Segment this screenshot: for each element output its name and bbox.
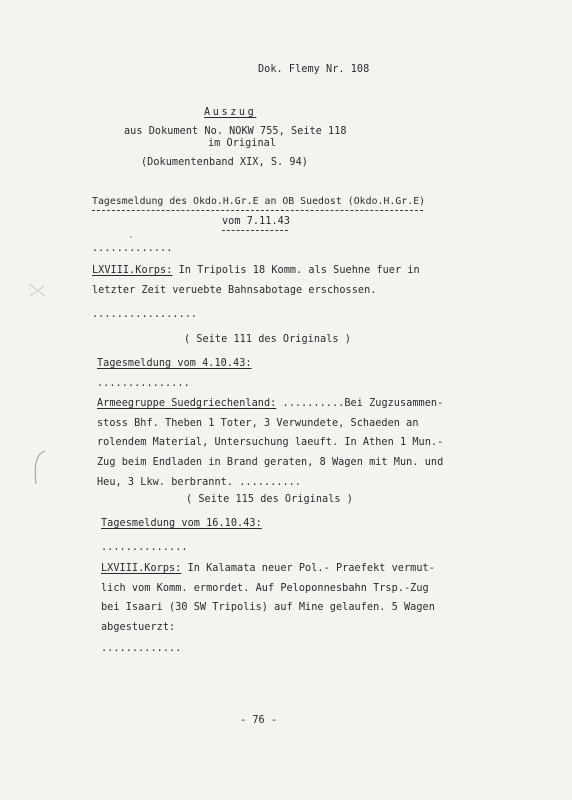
paragraph-3-line-2: lich vom Komm. ermordet. Auf Peloponnesbahn Trsp.-Zug <box>101 583 429 594</box>
original-page-ref-2: ( Seite 115 des Originals ) <box>186 494 353 505</box>
source-document-line: aus Dokument No. NOKW 755, Seite 118 <box>124 126 347 137</box>
paragraph-2-line-4: Zug beim Endladen in Brand geraten, 8 Wagen mit Mun. und <box>97 457 444 468</box>
paragraph-2-line-2: stoss Bhf. Theben 1 Toter, 3 Verwundete, Schaeden an <box>97 418 419 429</box>
paragraph-1-line-1 <box>92 265 420 277</box>
document-volume: (Dokumentenband XIX, S. 94) <box>141 157 308 168</box>
ellipsis-2: ................. <box>92 309 198 320</box>
report-date-underline <box>222 230 288 231</box>
paragraph-3-line-4: abgestuerzt: <box>101 622 176 633</box>
paragraph-3-line-3: bei Isaari (30 SW Tripolis) auf Mine gelaufen. 5 Wagen <box>101 602 435 613</box>
document-number: Dok. Flemy Nr. 108 <box>258 64 370 75</box>
corps-label-1: LXVIII.Korps: <box>92 265 173 276</box>
army-group-label: Armeegruppe Suedgriechenland: <box>97 398 277 409</box>
speck <box>130 236 132 238</box>
page-number: - 76 - <box>240 715 278 726</box>
report-date: vom 7.11.43 <box>222 216 291 227</box>
ellipsis-5: ............. <box>101 643 182 654</box>
margin-scratch-mark <box>26 278 48 302</box>
paragraph-3-line-1 <box>101 563 435 575</box>
paragraph-1-line-2: letzter Zeit veruebte Bahnsabotage erschossen. <box>92 285 377 296</box>
ellipsis-4: .............. <box>101 542 188 553</box>
paragraph-2-line-3: rolendem Material, Untersuchung laeuft. In Athen 1 Mun.- <box>97 437 444 448</box>
paragraph-3-text-1: In Kalamata neuer Pol.- Praefekt vermut- <box>181 563 435 574</box>
paragraph-2-text-1: ..........Bei Zugzusammen- <box>276 398 444 409</box>
corps-label-2: LXVIII.Korps: <box>101 563 182 574</box>
paragraph-2-line-1 <box>97 398 443 410</box>
report-heading-underline <box>92 210 423 211</box>
excerpt-heading: Auszug <box>204 107 257 118</box>
paragraph-1-text-1: In Tripolis 18 Komm. als Suehne fuer in <box>172 265 420 276</box>
daily-report-heading-1: Tagesmeldung vom 4.10.43: <box>97 358 252 369</box>
paragraph-2-line-5: Heu, 3 Lkw. berbrannt. .......... <box>97 477 302 488</box>
daily-report-heading-2: Tagesmeldung vom 16.10.43: <box>101 518 262 529</box>
ellipsis-1: ............. <box>92 243 173 254</box>
original-page-ref-1: ( Seite 111 des Originals ) <box>184 334 351 345</box>
source-original-line: im Original <box>208 138 277 149</box>
ellipsis-3: ............... <box>97 378 190 389</box>
margin-hole-mark <box>30 448 48 488</box>
report-heading: Tagesmeldung des Okdo.H.Gr.E an OB Suedost (Okdo.H.Gr.E) <box>92 196 426 207</box>
